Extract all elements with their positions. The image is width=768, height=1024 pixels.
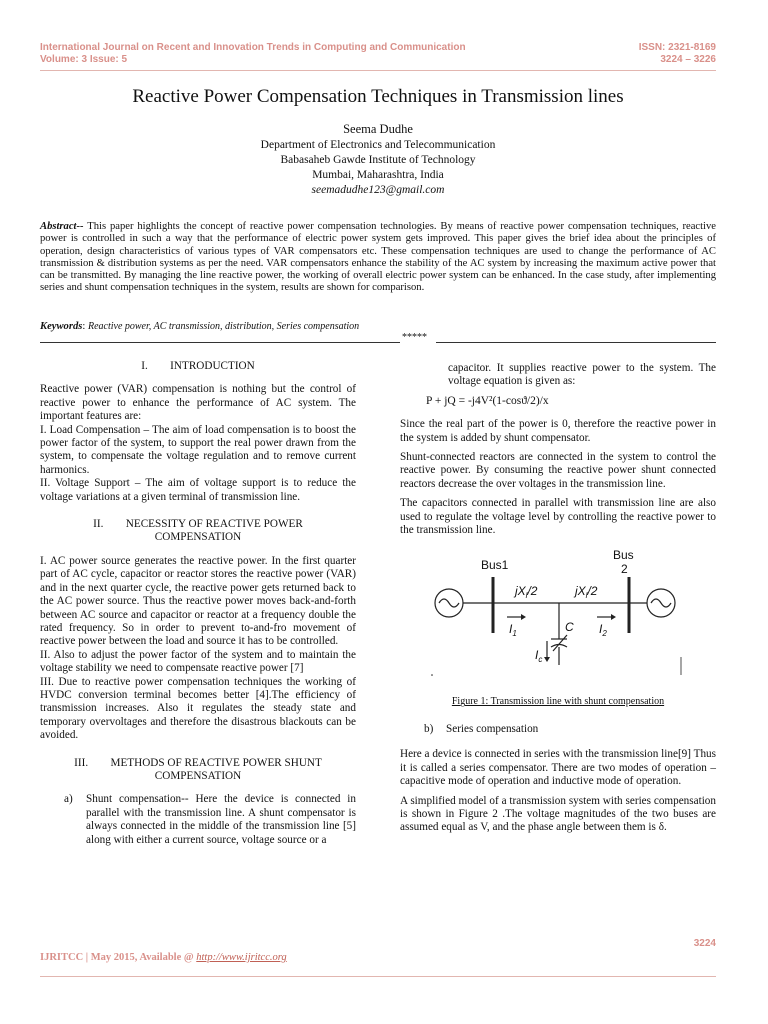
bus2-number: 2: [621, 562, 628, 577]
list-item-shunt: [40, 793, 356, 847]
reactance-divisor: /2: [527, 584, 538, 599]
section-heading-introduction: I. INTRODUCTION: [141, 360, 255, 372]
paragraph: II. Also to adjust the power factor of the system and to maintain the voltage stability we need to compensate reactive power [7]: [40, 648, 356, 675]
paragraph: capacitor. It supplies reactive power to the system. The voltage equation is given as:: [448, 362, 716, 388]
affiliation-line: Mumbai, Maharashtra, India: [312, 169, 444, 181]
bus2-label: Bus: [613, 548, 634, 563]
paper-title: Reactive Power Compensation Techniques in Transmission lines: [132, 86, 624, 107]
footer: [40, 952, 287, 963]
paragraph: III. Due to reactive power compensation techniques the working of HVDC conversion terminal becomes better [4].The efficiency of transmission increases. Also it regulates the steady state and temporary overvoltages and therefore the disastrous blackouts can be avoided.: [40, 675, 356, 742]
separator-line-right: [436, 342, 716, 343]
keywords-label: Keywords: [40, 321, 83, 332]
reactance-subscript: l: [585, 591, 588, 601]
paragraph: Here a device is connected in series with the transmission line[9] Thus it is called a series compensator. There are two modes of operation – capacitive mode of operation and inductive mode of operation.: [400, 748, 716, 788]
reactance-subscript: l: [525, 591, 528, 601]
abstract: [40, 221, 716, 295]
current-symbol: I: [599, 622, 603, 637]
journal-issn: ISSN: 2321-8169: [638, 42, 716, 53]
list-item-series: [400, 723, 716, 736]
separator-line-left: [40, 342, 400, 343]
affiliation-line: Babasaheb Gawde Institute of Technology: [280, 154, 476, 166]
circuit-diagram: [429, 547, 685, 683]
paragraph: The capacitors connected in parallel with transmission line are also used to regulate the voltage level by controlling the reactive power to the transmission line.: [400, 497, 716, 537]
arrowhead-icon: [611, 614, 616, 620]
journal-name: International Journal on Recent and Innovation Trends in Computing and Communication: [40, 42, 466, 53]
heading-line: II. NECESSITY OF REACTIVE POWER: [93, 518, 303, 531]
paragraph: I. AC power source generates the reactive power. In the first quarter part of AC cycle, capacitor or reactor stores the reactive power (VAR) and in the next quarter cycle, the reactive power gets returned back to the AC power source. Thus the reactive power moves back-and-forth between AC source and capacitor or reactor at a frequency double the rated frequency. So in order to prevent to-and-fro movement of reactive power between the load and source it has to be controlled.: [40, 554, 356, 648]
abstract-label: Abstract--: [40, 221, 84, 232]
keywords-text: Reactive power, AC transmission, distribution, Series compensation: [87, 321, 360, 332]
section-heading-necessity: [40, 518, 356, 545]
voltage-equation: P + jQ = -j4V²(1-cosϑ/2)/x: [426, 394, 549, 407]
current-i1-label: [509, 622, 517, 638]
heading-line: III. METHODS OF REACTIVE POWER SHUNT: [74, 756, 322, 769]
reactance-right-label: [573, 584, 598, 600]
journal-header: [40, 42, 466, 66]
bus1-label: Bus1: [481, 558, 509, 573]
right-column: [400, 362, 716, 841]
left-column: [40, 360, 356, 847]
abstract-text: This paper highlights the concept of reactive power compensation technologies. By means of reactive power compensation techniques, reactive power is controlled in such a way that the performance of electric power system gets improved. This paper gives the brief idea about the principles of operation, design characteristics of various types of VAR compensators etc. These compensation techniques are used to change the performance of AC transmission & distribution systems as per the need. VAR compensators enhance the stability of the AC system by increasing the maximum active power that can be transmitted. By managing the line reactive power, the working of overall electric power system can be enhanced. In the case study, after implementing series and shunt compensation techniques in the system, results are shown for comparison.: [40, 221, 716, 294]
current-symbol: I: [535, 648, 539, 663]
list-item-text: Shunt compensation-- Here the device is connected in parallel with the transmission line. A shunt compensator is always connected in the middle of the transmission line [5] along with either a current source, voltage source or a: [86, 793, 356, 846]
current-subscript: 2: [602, 629, 607, 639]
arrowhead-icon: [521, 614, 526, 620]
separator: [40, 332, 716, 346]
keywords: Keywords: Reactive power, AC transmission, distribution, Series compensation: [40, 321, 360, 332]
variable-arrow: [553, 635, 567, 651]
list-marker: a): [64, 793, 73, 806]
author-name: Seema Dudhe: [343, 122, 413, 136]
author-block: [40, 122, 716, 198]
current-subscript: 1: [512, 629, 517, 639]
affiliation-line: Department of Electronics and Telecommunication: [260, 139, 496, 151]
footer-rule: [40, 976, 716, 977]
header-rule: [40, 70, 716, 71]
dot-icon: [431, 675, 433, 677]
list-item-text: Series compensation: [446, 722, 539, 735]
journal-link[interactable]: http://www.ijritcc.org: [196, 952, 287, 963]
journal-pages: 3224 – 3226: [660, 54, 716, 65]
page-number: 3224: [693, 938, 716, 949]
current-symbol: I: [509, 622, 513, 637]
paragraph: II. Voltage Support – The aim of voltage support is to reduce the voltage variations at a given terminal of transmission line.: [40, 477, 356, 503]
reactance-left-label: [513, 584, 538, 600]
figure-shunt-compensation: [429, 547, 685, 683]
heading-line: COMPENSATION: [154, 531, 242, 544]
sine-left-icon: [439, 599, 459, 607]
paragraph: Shunt-connected reactors are connected in the system to control the reactive power. By consuming the reactive power shunt connected reactors decrease the over voltages in the transmission line.: [400, 451, 716, 490]
section-heading-methods: [40, 757, 356, 784]
paragraph: Since the real part of the power is 0, therefore the reactive power in the system is added by shunt compensator.: [400, 418, 716, 444]
paragraph: I. Load Compensation – The aim of load compensation is to boost the power factor of the system, to support the real power drawn from the system, to compensate the voltage regulation and to remove current harmonics.: [40, 423, 356, 476]
sine-right-icon: [651, 599, 671, 607]
journal-volume: Volume: 3 Issue: 5: [40, 54, 128, 65]
paragraph: A simplified model of a transmission system with series compensation is shown in Figure 2 .The voltage magnitudes of the two buses are assumed equal as V, and the phase angle between them is δ.: [400, 794, 716, 834]
author-email: seemadudhe123@gmail.com: [311, 184, 445, 196]
reactance-symbol: jX: [575, 584, 586, 599]
current-ic-label: [535, 648, 542, 664]
current-i2-label: [599, 622, 607, 638]
reactance-divisor: /2: [587, 584, 598, 599]
footer-text: IJRITCC | May 2015, Available @: [40, 952, 197, 963]
separator-stars: *****: [402, 332, 427, 343]
capacitor-label: C: [565, 620, 574, 635]
paragraph: Reactive power (VAR) compensation is nothing but the control of reactive power to enhance the performance of AC system. The important features are:: [40, 383, 356, 423]
current-subscript: c: [538, 655, 543, 665]
arrowhead-icon: [544, 657, 550, 662]
heading-line: COMPENSATION: [154, 769, 242, 782]
list-marker: b): [424, 722, 434, 735]
reactance-symbol: jX: [515, 584, 526, 599]
journal-issn-block: [628, 42, 716, 66]
figure-caption: Figure 1: Transmission line with shunt compensation: [451, 696, 665, 708]
